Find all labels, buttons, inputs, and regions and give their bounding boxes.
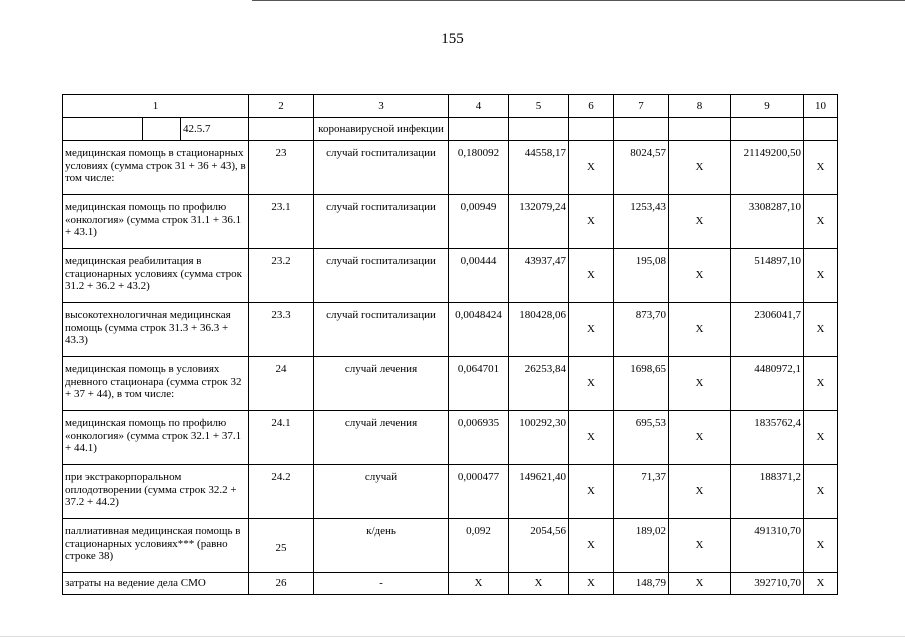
- page-number: 155: [441, 31, 464, 47]
- row-col-4: 0,180092: [449, 141, 509, 195]
- row-unit: случай госпитализации: [314, 249, 449, 303]
- continuation-cell-empty: [569, 118, 614, 141]
- row-col-7: 195,08: [614, 249, 669, 303]
- row-col-9: 491310,70: [731, 519, 804, 573]
- table-row: [63, 573, 838, 595]
- row-line-number: 24.1: [249, 411, 314, 465]
- table-body: [63, 95, 838, 595]
- row-col-9: 514897,10: [731, 249, 804, 303]
- row-line-number: 26: [249, 573, 314, 595]
- continuation-cell-empty: [804, 118, 838, 141]
- continuation-cell-empty: [249, 118, 314, 141]
- row-col-5: 26253,84: [509, 357, 569, 411]
- data-table: [62, 94, 838, 595]
- row-col-4: 0,00444: [449, 249, 509, 303]
- row-col-6: X: [569, 141, 614, 195]
- header-cell-2: 2: [249, 95, 314, 118]
- table-row: [63, 519, 838, 573]
- row-col-5: 2054,56: [509, 519, 569, 573]
- row-col-6: X: [569, 249, 614, 303]
- table-row: [63, 141, 838, 195]
- row-unit: случай госпитализации: [314, 195, 449, 249]
- row-col-4: 0,064701: [449, 357, 509, 411]
- row-col-6: X: [569, 357, 614, 411]
- row-unit: случай лечения: [314, 411, 449, 465]
- row-name: затраты на ведение дела СМО: [63, 573, 249, 595]
- row-name: высокотехнологичная медицинская помощь (сумма строк 31.3 + 36.3 + 43.3): [63, 303, 249, 357]
- header-cell-4: 4: [449, 95, 509, 118]
- table-row: [63, 411, 838, 465]
- row-name: медицинская реабилитация в стационарных условиях (сумма строк 31.2 + 36.2 + 43.2): [63, 249, 249, 303]
- row-col-7: 695,53: [614, 411, 669, 465]
- top-rule: [252, 0, 905, 1]
- row-col-7: 1253,43: [614, 195, 669, 249]
- header-cell-10: 10: [804, 95, 838, 118]
- row-line-number: 23.3: [249, 303, 314, 357]
- header-cell-1: 1: [63, 95, 249, 118]
- row-col-7: 189,02: [614, 519, 669, 573]
- row-unit: к/день: [314, 519, 449, 573]
- row-unit: -: [314, 573, 449, 595]
- row-col-6: X: [569, 465, 614, 519]
- row-line-number: 23.2: [249, 249, 314, 303]
- row-col-6: X: [569, 411, 614, 465]
- continuation-cell-empty: [143, 118, 181, 141]
- row-col-9: 392710,70: [731, 573, 804, 595]
- row-col-5: 180428,06: [509, 303, 569, 357]
- row-col-7: 1698,65: [614, 357, 669, 411]
- table-row: [63, 303, 838, 357]
- continuation-cell-empty: [63, 118, 143, 141]
- row-col-7: 873,70: [614, 303, 669, 357]
- row-col-9: 4480972,1: [731, 357, 804, 411]
- table-row: [63, 195, 838, 249]
- row-col-8: X: [669, 573, 731, 595]
- row-name: паллиативная медицинская помощь в стационарных условиях*** (равно строке 38): [63, 519, 249, 573]
- header-cell-9: 9: [731, 95, 804, 118]
- row-col-9: 3308287,10: [731, 195, 804, 249]
- row-col-7: 148,79: [614, 573, 669, 595]
- continuation-cell-empty: [731, 118, 804, 141]
- row-col-7: 8024,57: [614, 141, 669, 195]
- row-line-number: 23.1: [249, 195, 314, 249]
- row-col-4: 0,000477: [449, 465, 509, 519]
- table-row: [63, 465, 838, 519]
- row-col-5: X: [509, 573, 569, 595]
- header-cell-8: 8: [669, 95, 731, 118]
- row-unit: случай лечения: [314, 357, 449, 411]
- row-col-8: X: [669, 249, 731, 303]
- row-col-8: X: [669, 357, 731, 411]
- row-col-6: X: [569, 573, 614, 595]
- row-name: при экстракорпоральном оплодотворении (сумма строк 32.2 + 37.2 + 44.2): [63, 465, 249, 519]
- row-col-10: X: [804, 195, 838, 249]
- row-col-10: X: [804, 249, 838, 303]
- row-line-number: 25: [249, 519, 314, 573]
- row-col-4: 0,006935: [449, 411, 509, 465]
- continuation-unit: коронавирусной инфекции: [314, 118, 449, 141]
- bottom-rule: [0, 636, 905, 637]
- row-name: медицинская помощь по профилю «онкология» (сумма строк 32.1 + 37.1 + 44.1): [63, 411, 249, 465]
- continuation-cell-empty: [449, 118, 509, 141]
- row-col-10: X: [804, 519, 838, 573]
- row-col-10: X: [804, 141, 838, 195]
- row-col-8: X: [669, 519, 731, 573]
- continuation-cell-empty: [509, 118, 569, 141]
- table-row: [63, 249, 838, 303]
- row-col-6: X: [569, 519, 614, 573]
- row-col-9: 2306041,7: [731, 303, 804, 357]
- row-col-10: X: [804, 573, 838, 595]
- row-line-number: 24: [249, 357, 314, 411]
- row-line-number: 23: [249, 141, 314, 195]
- row-col-10: X: [804, 465, 838, 519]
- row-col-8: X: [669, 411, 731, 465]
- header-cell-5: 5: [509, 95, 569, 118]
- row-col-8: X: [669, 303, 731, 357]
- row-name: медицинская помощь по профилю «онкология» (сумма строк 31.1 + 36.1 + 43.1): [63, 195, 249, 249]
- row-col-10: X: [804, 411, 838, 465]
- header-cell-6: 6: [569, 95, 614, 118]
- row-col-9: 1835762,4: [731, 411, 804, 465]
- header-cell-3: 3: [314, 95, 449, 118]
- row-col-7: 71,37: [614, 465, 669, 519]
- continuation-row: [63, 118, 838, 141]
- continuation-cell-empty: [614, 118, 669, 141]
- row-unit: случай: [314, 465, 449, 519]
- row-col-5: 149621,40: [509, 465, 569, 519]
- row-col-4: 0,092: [449, 519, 509, 573]
- row-name: медицинская помощь в стационарных условиях (сумма строк 31 + 36 + 43), в том числе:: [63, 141, 249, 195]
- row-col-6: X: [569, 303, 614, 357]
- row-col-9: 21149200,50: [731, 141, 804, 195]
- row-name: медицинская помощь в условиях дневного стационара (сумма строк 32 + 37 + 44), в том числе:: [63, 357, 249, 411]
- header-cell-7: 7: [614, 95, 669, 118]
- row-col-6: X: [569, 195, 614, 249]
- row-col-4: 0,0048424: [449, 303, 509, 357]
- row-col-5: 100292,30: [509, 411, 569, 465]
- row-col-4: 0,00949: [449, 195, 509, 249]
- row-unit: случай госпитализации: [314, 303, 449, 357]
- row-unit: случай госпитализации: [314, 141, 449, 195]
- header-row: [63, 95, 838, 118]
- row-col-5: 44558,17: [509, 141, 569, 195]
- row-col-10: X: [804, 357, 838, 411]
- row-col-8: X: [669, 141, 731, 195]
- continuation-cell-empty: [669, 118, 731, 141]
- row-col-10: X: [804, 303, 838, 357]
- row-col-8: X: [669, 195, 731, 249]
- row-col-5: 43937,47: [509, 249, 569, 303]
- row-col-8: X: [669, 465, 731, 519]
- row-col-5: 132079,24: [509, 195, 569, 249]
- continuation-code: 42.5.7: [181, 118, 249, 141]
- row-col-9: 188371,2: [731, 465, 804, 519]
- row-col-4: X: [449, 573, 509, 595]
- table-row: [63, 357, 838, 411]
- row-line-number: 24.2: [249, 465, 314, 519]
